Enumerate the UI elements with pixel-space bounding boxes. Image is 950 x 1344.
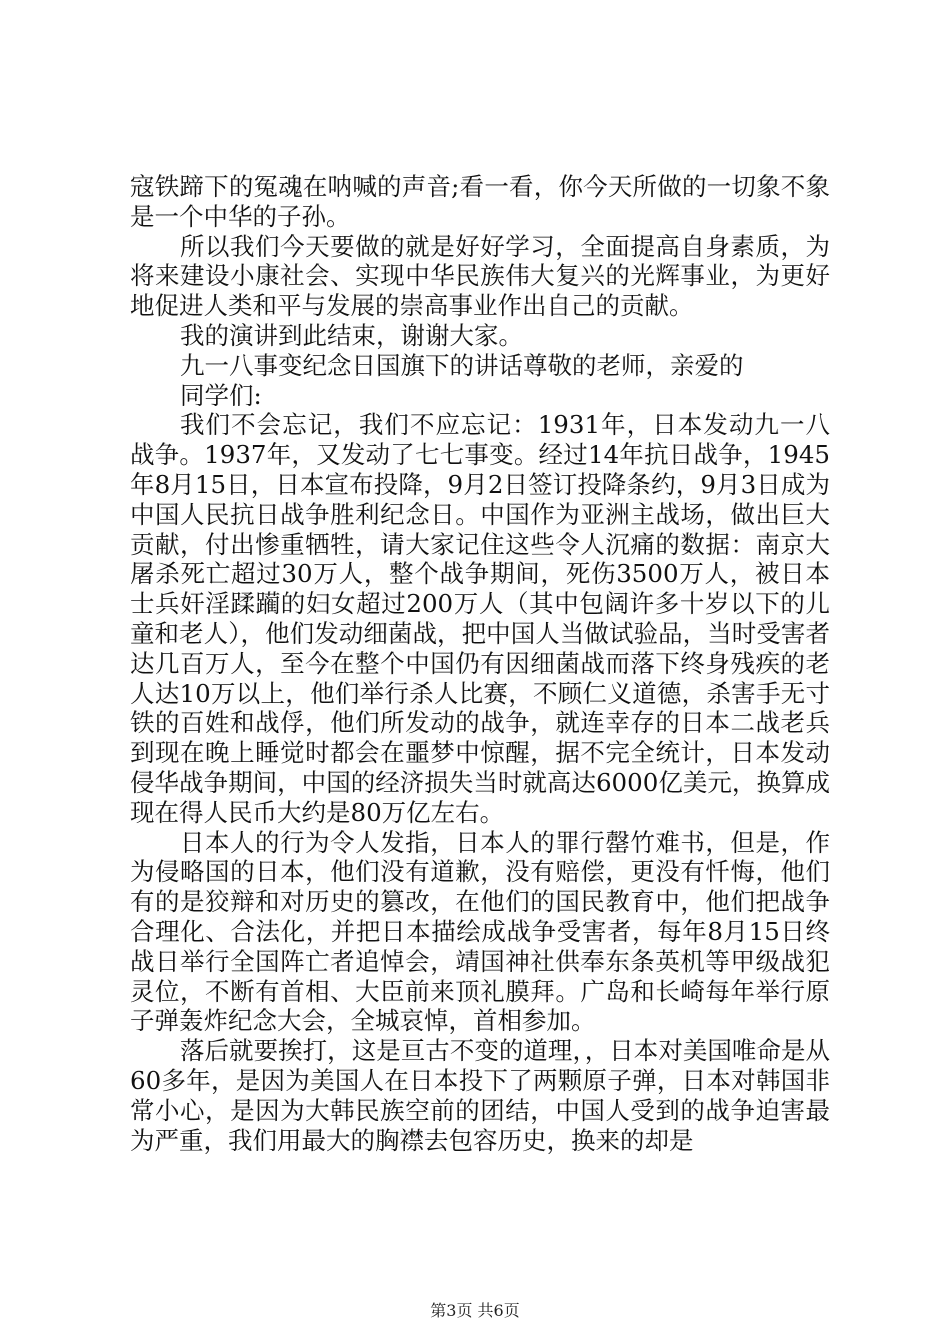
paragraph: 寇铁蹄下的冤魂在呐喊的声音;看一看，你今天所做的一切象不象是一个中华的子孙。 <box>130 172 830 231</box>
paragraph: 我的演讲到此结束，谢谢大家。 <box>180 320 523 350</box>
paragraph: 落后就要挨打，这是亘古不变的道理，，日本对美国唯命是从60多年，是因为美国人在日本投下了两颗原子弹，日本对韩国非常小心，是因为大韩民族空前的团结，中国人受到的战争迫害最为严重，我们用最大的胸襟去包容历史，换来的却是 <box>130 1036 830 1155</box>
paragraph: 九一八事变纪念日国旗下的讲话尊敬的老师，亲爱的 <box>180 350 744 380</box>
body-text <box>130 172 830 1155</box>
paragraph: 同学们: <box>180 380 262 410</box>
paragraph: 我们不会忘记，我们不应忘记：1931年，日本发动九一八战争。1937年，又发动了七七事变。经过14年抗日战争，1945年8月15日，日本宣布投降，9月2日签订投降条约，9月3日成为中国人民抗日战争胜利纪念日。中国作为亚洲主战场，做出巨大贡献，付出惨重牺牲，请大家记住这些令人沉痛的数据：南京大屠杀死亡超过30万人，整个战争期间，死伤3500万人，被日本士兵奸淫蹂躏的妇女超过200万人（其中包阔许多十岁以下的儿童和老人），他们发动细菌战，把中国人当做试验品，当时受害者达几百万人，至今在整个中国仍有因细菌战而落下终身残疾的老人达10万以上，他们举行杀人比赛，不顾仁义道德，杀害手无寸铁的百姓和战俘，他们所发动的战争，就连幸存的日本二战老兵到现在晚上睡觉时都会在噩梦中惊醒，据不完全统计，日本发动侵华战争期间，中国的经济损失当时就高达6000亿美元，换算成现在得人民币大约是80万亿左右。 <box>130 410 830 827</box>
page-footer: 第3页 共6页 <box>430 1301 520 1320</box>
paragraph: 日本人的行为令人发指，日本人的罪行罄竹难书，但是，作为侵略国的日本，他们没有道歉，没有赔偿，更没有忏悔，他们有的是狡辩和对历史的篡改，在他们的国民教育中，他们把战争合理化、合法化，并把日本描绘成战争受害者，每年8月15日终战日举行全国阵亡者追悼会，靖国神社供奉东条英机等甲级战犯灵位，不断有首相、大臣前来顶礼膜拜。广岛和长崎每年举行原子弹轰炸纪念大会，全城哀悼，首相参加。 <box>130 827 830 1036</box>
paragraph: 所以我们今天要做的就是好好学习，全面提高自身素质，为将来建设小康社会、实现中华民族伟大复兴的光辉事业，为更好地促进人类和平与发展的崇高事业作出自己的贡献。 <box>130 231 830 321</box>
